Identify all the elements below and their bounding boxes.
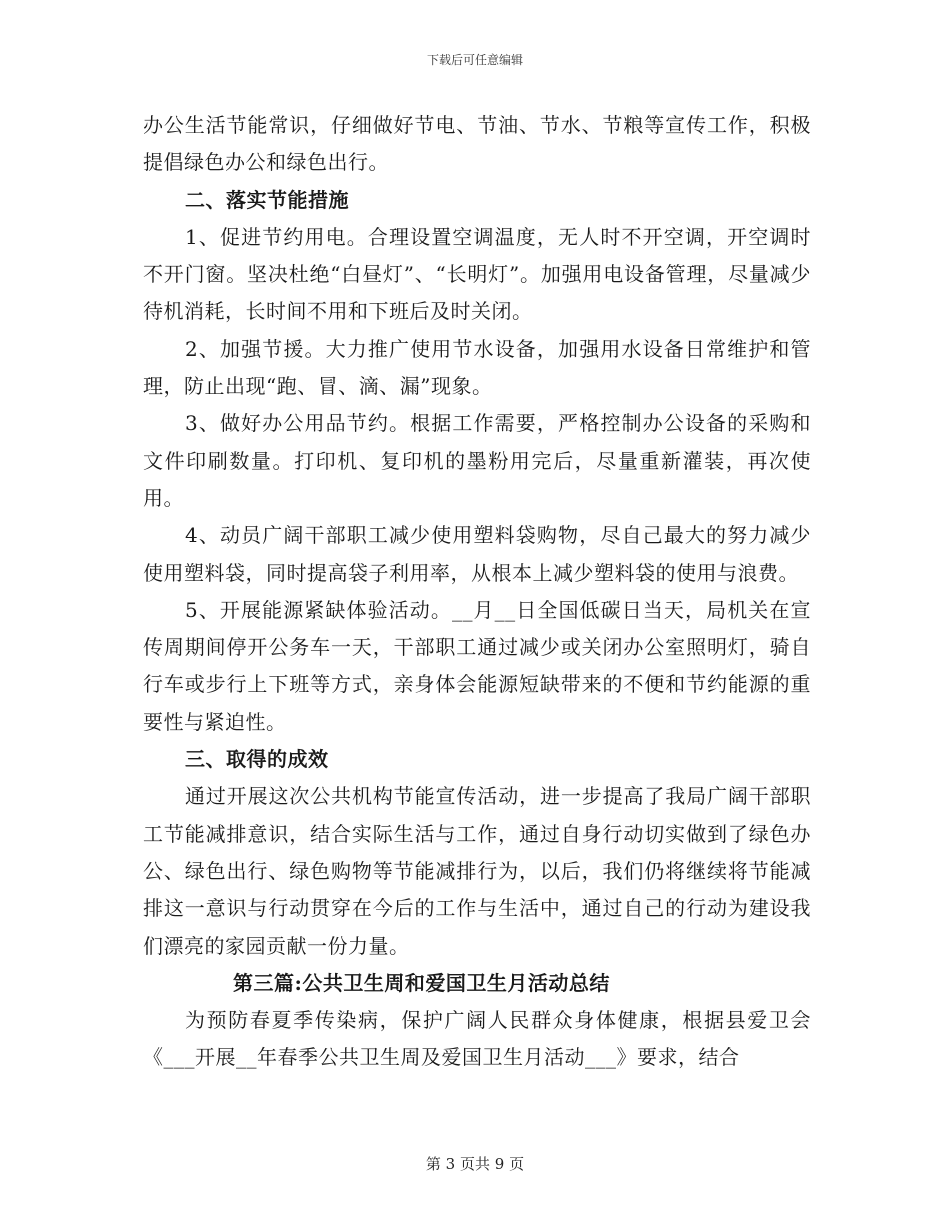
paragraph: 3、做好办公用品节约。根据工作需要，严格控制办公设备的采购和文件印刷数量。打印机、复印机的墨粉用完后，尽量重新灌装，再次使用。: [143, 411, 811, 510]
article-title: 第三篇:公共卫生周和爱国卫生月活动总结: [233, 970, 610, 995]
paragraph: 办公生活节能常识，仔细做好节电、节油、节水、节粮等宣传工作，积极提倡绿色办公和绿色出行。: [143, 113, 811, 175]
section-heading: 三、取得的成效: [185, 747, 329, 772]
page-header: 下载后可任意编辑: [426, 53, 523, 67]
section-heading: 二、落实节能措施: [185, 187, 349, 212]
paragraph: 1、促进节约用电。合理设置空调温度，无人时不开空调，开空调时不开门窗。坚决杜绝“白昼灯”、“长明灯”。加强用电设备管理，尽量减少待机消耗，长时间不用和下班后及时关闭。: [143, 224, 811, 324]
document-body: [143, 107, 811, 1077]
paragraph: 通过开展这次公共机构节能宣传活动，进一步提高了我局广阔干部职工节能减排意识，结合实际生活与工作，通过自身行动切实做到了绿色办公、绿色出行、绿色购物等节能减排行为，以后，我们仍将继续将节能减排这一意识与行动贯穿在今后的工作与生活中，通过自己的行动为建设我们漂亮的家园贡献一份力量。: [143, 784, 811, 958]
paragraph: 为预防春夏季传染病，保护广阔人民群众身体健康，根据县爱卫会《___开展__年春季公共卫生周及爱国卫生月活动___》要求，结合: [143, 1008, 811, 1070]
paragraph: 5、开展能源紧缺体验活动。__月__日全国低碳日当天，局机关在宣传周期间停开公务车一天，干部职工通过减少或关闭办公室照明灯，骑自行车或步行上下班等方式，亲身体会能源短缺带来的不便和节约能源的重要性与紧迫性。: [143, 597, 811, 734]
paragraph: 2、加强节援。大力推广使用节水设备，加强用水设备日常维护和管理，防止出现“跑、冒、滴、漏”现象。: [143, 336, 811, 399]
paragraph: 4、动员广阔干部职工减少使用塑料袋购物，尽自己最大的努力减少使用塑料袋，同时提高袋子利用率，从根本上减少塑料袋的使用与浪费。: [143, 523, 811, 585]
page-footer: 第 3 页共 9 页: [425, 1155, 525, 1173]
